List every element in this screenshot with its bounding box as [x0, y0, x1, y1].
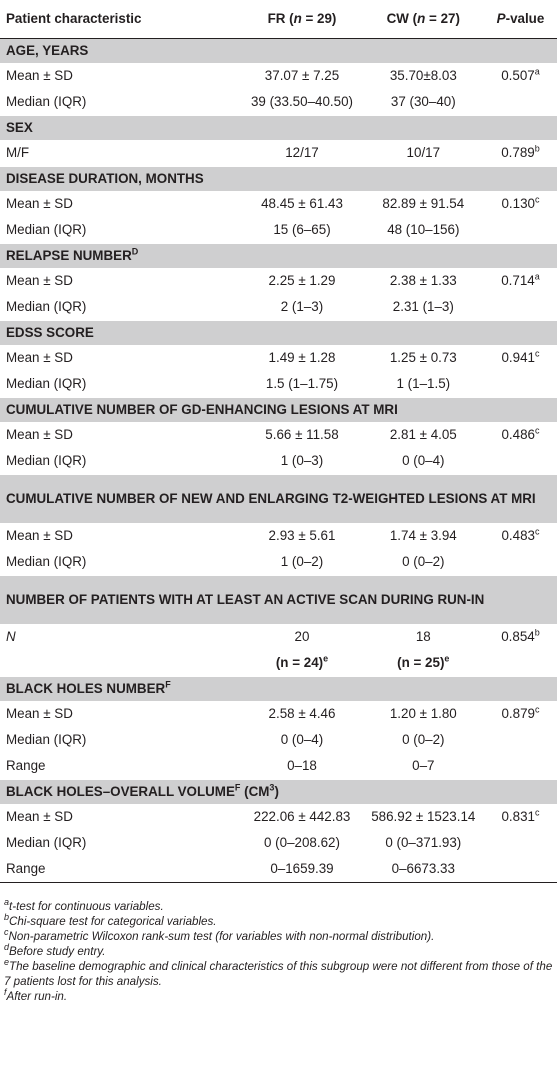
cell-fr: 12/17: [285, 145, 319, 160]
table-row: [0, 523, 557, 549]
cell-p: [484, 63, 557, 89]
cell-cw: 2.38 ± 1.33: [389, 273, 457, 288]
cell-cw: 0 (0–371.93): [385, 835, 462, 850]
row-label: Median (IQR): [6, 94, 87, 109]
subgroup-n-cw: [363, 650, 484, 677]
cell-cw: 2.81 ± 4.05: [389, 427, 457, 442]
row-label: Median (IQR): [6, 222, 87, 237]
header-fr: [241, 0, 362, 39]
table-row: [0, 217, 557, 244]
cell-fr: 15 (6–65): [273, 222, 331, 237]
cell-p: [484, 140, 557, 167]
cell-p: [484, 650, 557, 677]
p-footnote-mark: c: [535, 425, 540, 436]
footnote: [4, 989, 554, 1004]
p-footnote-mark: a: [534, 271, 540, 282]
cell-fr: 2.25 ± 1.29: [268, 273, 336, 288]
footnote-mark: a: [4, 897, 10, 908]
row-label: Mean ± SD: [6, 427, 73, 442]
section-header: [0, 576, 557, 625]
p-footnote-mark: c: [535, 348, 540, 359]
p-footnote-mark: b: [534, 143, 540, 154]
row-label: Mean ± SD: [6, 196, 73, 211]
cell-cw: 0–7: [412, 758, 435, 773]
section-title-bh-volume: [0, 780, 557, 805]
row-label: Mean ± SD: [6, 273, 73, 288]
cell-p: [484, 549, 557, 576]
row-label: Median (IQR): [6, 299, 87, 314]
cell-fr: 5.66 ± 11.58: [265, 427, 339, 442]
subgroup-footnote-mark: e: [323, 653, 329, 664]
table-row: [0, 549, 557, 576]
row-label: Mean ± SD: [6, 350, 73, 365]
p-footnote-mark: a: [534, 66, 540, 77]
table-row: [0, 140, 557, 167]
footnote: [4, 944, 554, 959]
cell-p: [484, 371, 557, 398]
p-value: 0.854: [501, 629, 535, 644]
table-row: [0, 422, 557, 448]
header-fr-count: = 29): [301, 11, 337, 26]
table-row: [0, 753, 557, 780]
footnote-mark: c: [4, 927, 9, 938]
p-footnote-mark: b: [534, 627, 540, 638]
cell-p: [484, 345, 557, 371]
section-footnote-mark: D: [131, 246, 139, 257]
subgroup-n-fr: [241, 650, 362, 677]
p-value: 0.714: [501, 273, 535, 288]
section-header: [0, 167, 557, 192]
section-title-relapse: [0, 244, 557, 269]
footnote-text: Before study entry.: [9, 945, 106, 958]
table-row: [0, 294, 557, 321]
cell-fr: 20: [294, 629, 310, 644]
footnote: [4, 899, 554, 914]
footnote-text: Chi-square test for categorical variables.: [9, 915, 217, 928]
row-label: [0, 650, 241, 677]
p-value: 0.789: [501, 145, 535, 160]
row-label: Mean ± SD: [6, 706, 73, 721]
p-value: 0.486: [501, 427, 535, 442]
footnote-mark: b: [4, 912, 10, 923]
cell-fr: 1.49 ± 1.28: [268, 350, 336, 365]
footnote-mark: f: [4, 987, 7, 998]
cell-cw: 48 (10–156): [387, 222, 460, 237]
header-cw-prefix: CW (: [386, 11, 418, 26]
row-label: Median (IQR): [6, 554, 87, 569]
cell-p: [484, 804, 557, 830]
table-row: [0, 624, 557, 650]
row-label: Mean ± SD: [6, 528, 73, 543]
cell-p: [484, 217, 557, 244]
subgroup-footnote-mark: e: [444, 653, 450, 664]
section-header: [0, 39, 557, 64]
section-footnote-mark: F: [165, 679, 171, 690]
section-header: [0, 116, 557, 141]
cell-p: [484, 268, 557, 294]
section-title-gd: CUMULATIVE NUMBER OF GD-ENHANCING LESIONS AT MRI: [0, 398, 557, 423]
subgroup-n-text: (n = 25): [397, 655, 445, 670]
footnote-text: After run-in.: [6, 990, 68, 1003]
header-cw: [363, 0, 484, 39]
cell-p: [484, 753, 557, 780]
header-p-italic: P: [496, 11, 506, 26]
header-p-value: [484, 0, 557, 39]
row-label: M/F: [6, 145, 30, 160]
cell-p: [484, 727, 557, 753]
unit-exponent: 3: [269, 782, 275, 793]
footnote: [4, 914, 554, 929]
p-value: 0.483: [501, 528, 535, 543]
cell-fr: 2.93 ± 5.61: [268, 528, 336, 543]
cell-p: [484, 856, 557, 883]
table-row: [0, 448, 557, 475]
p-footnote-mark: c: [535, 194, 540, 205]
p-footnote-mark: c: [535, 526, 540, 537]
header-p-rest: -value: [505, 11, 545, 26]
table-row: [0, 191, 557, 217]
section-title-bh-number: [0, 677, 557, 702]
table-row: [0, 89, 557, 116]
cell-cw: 35.70±8.03: [389, 68, 457, 83]
row-label: Median (IQR): [6, 732, 87, 747]
cell-p: [484, 830, 557, 856]
section-title-sex: SEX: [0, 116, 557, 141]
header-cw-count: = 27): [425, 11, 460, 26]
header-fr-n: n: [293, 11, 302, 26]
cell-fr: 2 (1–3): [280, 299, 324, 314]
table-row: [0, 830, 557, 856]
subgroup-note-row: [0, 650, 557, 677]
cell-cw: 1 (1–1.5): [396, 376, 451, 391]
cell-fr: 0–18: [287, 758, 317, 773]
row-label: N: [6, 629, 16, 644]
table-row: [0, 701, 557, 727]
footnote-text: t-test for continuous variables.: [9, 900, 164, 913]
cell-p: [484, 191, 557, 217]
section-footnote-mark: F: [234, 782, 241, 793]
cell-fr: 1 (0–2): [280, 554, 324, 569]
cell-cw: 82.89 ± 91.54: [382, 196, 465, 211]
table-row: [0, 856, 557, 883]
cell-fr: 0 (0–208.62): [264, 835, 340, 850]
header-characteristic: Patient characteristic: [0, 0, 241, 39]
header-fr-prefix: FR (: [267, 11, 294, 26]
cell-cw: 37 (30–40): [390, 94, 456, 109]
table-row: [0, 371, 557, 398]
section-header: [0, 398, 557, 423]
footnote-mark: d: [4, 942, 10, 953]
section-header: [0, 780, 557, 805]
footnote: [4, 929, 554, 944]
section-title-unit-end: ): [274, 784, 279, 799]
cell-fr: 0 (0–4): [280, 732, 324, 747]
cell-p: [484, 448, 557, 475]
cell-cw: 2.31 (1–3): [392, 299, 454, 314]
p-footnote-mark: c: [535, 704, 540, 715]
table-row: [0, 63, 557, 89]
cell-p: [484, 523, 557, 549]
cell-fr: 0–1659.39: [241, 856, 362, 883]
cell-p: [484, 624, 557, 650]
subgroup-n-text: (n = 24): [275, 655, 324, 670]
cell-fr: 48.45 ± 61.43: [261, 196, 343, 211]
row-label: Range: [0, 856, 241, 883]
p-value: 0.879: [501, 706, 535, 721]
cell-p: [484, 89, 557, 116]
section-header: [0, 475, 557, 524]
table-row: [0, 727, 557, 753]
cell-fr: 2.58 ± 4.46: [268, 706, 336, 721]
cell-p: [484, 701, 557, 727]
section-title-text: BLACK HOLES–OVERALL VOLUME: [6, 784, 235, 799]
cell-cw: 0 (0–4): [402, 453, 445, 468]
table-header-row: [0, 0, 557, 39]
section-title-duration: DISEASE DURATION, MONTHS: [0, 167, 557, 192]
cell-fr: 39 (33.50–40.50): [250, 94, 353, 109]
cell-p: [484, 422, 557, 448]
cell-cw: 0–6673.33: [363, 856, 484, 883]
cell-cw: 10/17: [406, 145, 441, 160]
cell-fr: 1 (0–3): [280, 453, 324, 468]
section-title-edss: EDSS SCORE: [0, 321, 557, 346]
footnotes: [4, 899, 554, 1004]
p-value: 0.941: [501, 350, 535, 365]
table-row: [0, 345, 557, 371]
section-header: [0, 321, 557, 346]
footnote: [4, 959, 554, 989]
section-title-active-scan: NUMBER OF PATIENTS WITH AT LEAST AN ACTIVE SCAN DURING RUN-IN: [0, 576, 557, 625]
section-title-text: BLACK HOLES NUMBER: [6, 681, 166, 696]
cell-cw: 0 (0–2): [402, 554, 445, 569]
section-title-text: RELAPSE NUMBER: [6, 248, 132, 263]
section-header: [0, 244, 557, 269]
footnote-mark: e: [4, 957, 10, 968]
header-cw-n: n: [417, 11, 426, 26]
row-label: Median (IQR): [6, 376, 87, 391]
cell-cw: 1.74 ± 3.94: [389, 528, 457, 543]
table-row: [0, 268, 557, 294]
cell-cw: 18: [415, 629, 431, 644]
section-title-t2: CUMULATIVE NUMBER OF NEW AND ENLARGING T2-WEIGHTED LESIONS AT MRI: [0, 475, 557, 524]
table-row: [0, 804, 557, 830]
row-label: Median (IQR): [6, 835, 87, 850]
footnote-text: Non-parametric Wilcoxon rank-sum test (for variables with non-normal distribution).: [8, 930, 435, 943]
row-label: Median (IQR): [6, 453, 87, 468]
cell-cw: 1.20 ± 1.80: [389, 706, 457, 721]
cell-fr: 222.06 ± 442.83: [253, 809, 351, 824]
row-label: Mean ± SD: [6, 809, 73, 824]
cell-cw: 1.25 ± 0.73: [389, 350, 457, 365]
section-title-unit: (CM: [240, 784, 270, 799]
cell-fr: 37.07 ± 7.25: [264, 68, 340, 83]
p-value: 0.507: [501, 68, 535, 83]
section-header: [0, 677, 557, 702]
section-title-age: AGE, YEARS: [0, 39, 557, 64]
cell-p: [484, 294, 557, 321]
cell-cw: 586.92 ± 1523.14: [371, 809, 476, 824]
p-value: 0.831: [501, 809, 535, 824]
p-footnote-mark: c: [535, 807, 540, 818]
cell-cw: 0 (0–2): [402, 732, 445, 747]
cell-fr: 1.5 (1–1.75): [265, 376, 339, 391]
p-value: 0.130: [501, 196, 535, 211]
row-label: Mean ± SD: [6, 68, 73, 83]
row-label: Range: [6, 758, 46, 773]
footnote-text: The baseline demographic and clinical characteristics of this subgroup were not different from those of the 7 patients lost for this analysis.: [4, 960, 553, 988]
